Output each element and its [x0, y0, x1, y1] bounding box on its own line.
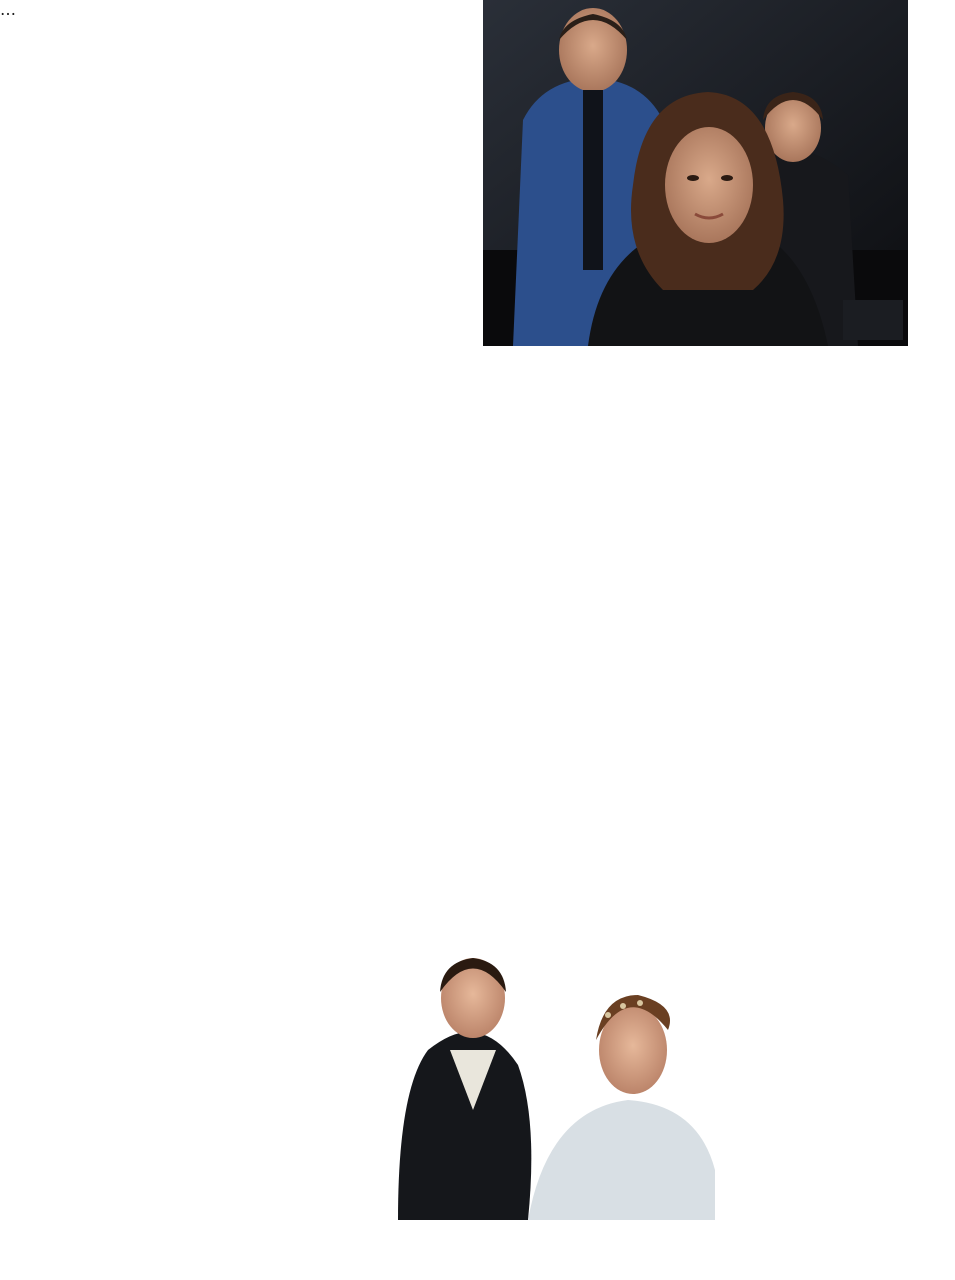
line-of-duty-photo [483, 0, 908, 346]
answer [263, 800, 468, 817]
answer [263, 783, 468, 800]
answer [42, 170, 246, 187]
line-of-duty-caption [755, 77, 895, 78]
answer [263, 145, 468, 162]
answer [263, 731, 468, 748]
answer [42, 153, 246, 170]
answer [42, 118, 246, 135]
article-column-2-top [263, 118, 468, 163]
article-column-1 [42, 118, 246, 214]
answer [263, 748, 468, 765]
article-column-2-bottom [263, 731, 468, 817]
line-of-duty-illustration [483, 0, 908, 346]
answer [263, 766, 468, 783]
answer [42, 197, 246, 214]
answer [263, 118, 468, 135]
pride-and-prejudice-illustration [378, 940, 715, 1220]
pride-and-prejudice-photo [378, 940, 715, 1220]
answer [42, 135, 246, 152]
pride-and-prejudice-caption [388, 1138, 538, 1139]
